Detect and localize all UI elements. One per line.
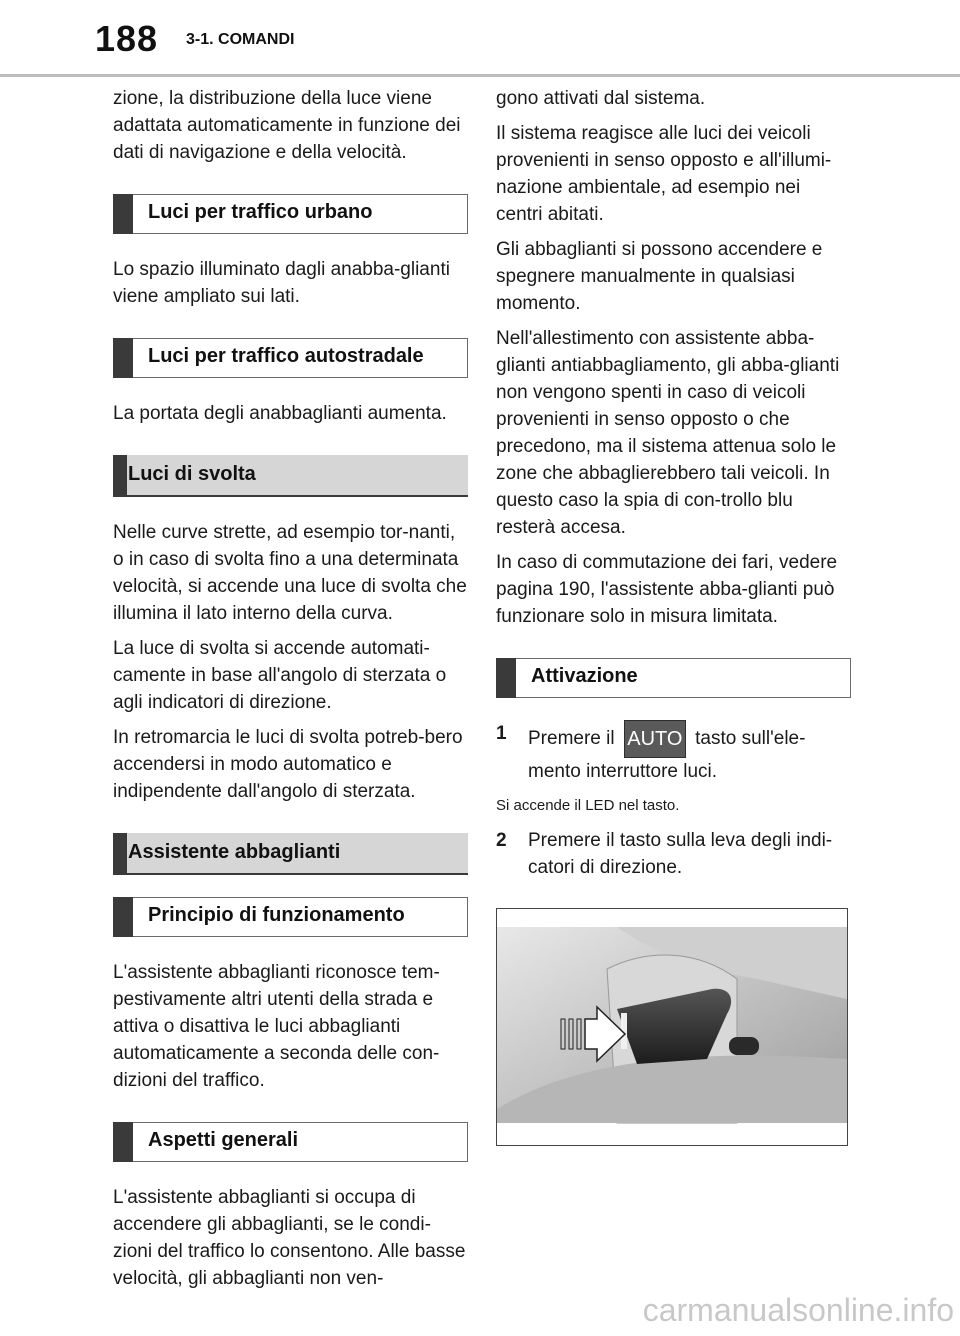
heading-text: Principio di funzionamento [148, 904, 405, 926]
paragraph: gono attivati dal sistema. [496, 88, 706, 109]
auto-button-icon: AUTO [624, 720, 686, 758]
paragraph: Nelle curve strette, ad esempio tor-nanti, o in caso di svolta fino a una determinata velocità, si accende una luce di svolta che illumina il lato interno della curva. [113, 522, 467, 624]
step-text: Premere il tasto sulla leva degli indi-catori di direzione. [528, 830, 833, 878]
header-divider [0, 74, 960, 77]
step-number: 2 [496, 830, 507, 851]
heading-bar [113, 897, 133, 937]
heading-text: Luci per traffico urbano [148, 201, 373, 223]
heading-bar [113, 194, 133, 234]
heading-luci-traffico-urbano [113, 194, 468, 234]
right-column [496, 85, 851, 885]
heading-text: Luci per traffico autostradale [148, 345, 424, 367]
heading-text: Aspetti generali [148, 1129, 299, 1151]
step-text-before: Premere il [528, 728, 615, 750]
paragraph: L'assistente abbaglianti si occupa di accendere gli abbaglianti, se le condi-zioni del traffico lo consentono. Alle basse velocità, gli abbaglianti non ven- [113, 1187, 466, 1289]
step-number: 1 [496, 723, 507, 744]
heading-attivazione [496, 658, 851, 698]
step-1 [496, 720, 851, 785]
paragraph: Il sistema reagisce alle luci dei veicoli provenienti in senso opposto e all'illumi-nazione ambientale, ad esempio nei centri abitati. [496, 123, 832, 225]
heading-principio-di-funzionamento [113, 897, 468, 937]
step-2 [496, 827, 851, 881]
paragraph: La portata degli anabbaglianti aumenta. [113, 403, 447, 424]
page-header [0, 0, 960, 78]
step-note: Si accende il LED nel tasto. [496, 797, 680, 814]
lever-tip [729, 1037, 759, 1055]
heading-text: Assistente abbaglianti [128, 841, 341, 863]
paragraph: Nell'allestimento con assistente abba-glianti antiabbagliamento, gli abba-glianti non vengono spenti in caso di veicoli provenienti in senso opposto o che precedono, ma il sistema attenua solo le zone che abbaglierebbero tali veicoli. In questo caso la spia di con-trollo blu resterà accesa. [496, 328, 840, 538]
left-column [113, 85, 468, 1300]
lever-illustration-svg [497, 909, 847, 1145]
paragraph: In retromarcia le luci di svolta potreb-bero accendersi in modo automatico e indipendente dall'angolo di sterzata. [113, 727, 463, 802]
paragraph: La luce di svolta si accende automati-camente in base all'angolo di sterzata o agli indicatori di direzione. [113, 638, 447, 713]
paragraph: In caso di commutazione dei fari, vedere pagina 190, l'assistente abba-glianti può funzionare solo in misura limitata. [496, 552, 838, 627]
heading-bar [496, 658, 516, 698]
heading-bar [113, 338, 133, 378]
heading-assistente-abbaglianti [113, 833, 468, 875]
turn-signal-lever-illustration [496, 908, 848, 1146]
paragraph: Gli abbaglianti si possono accendere e spegnere manualmente in qualsiasi momento. [496, 239, 823, 314]
heading-text: Attivazione [531, 665, 638, 687]
heading-aspetti-generali [113, 1122, 468, 1162]
heading-bar [113, 833, 127, 875]
heading-bar [113, 455, 127, 497]
paragraph: Lo spazio illuminato dagli anabba-glianti viene ampliato sui lati. [113, 259, 450, 307]
page-number: 188 [95, 18, 159, 59]
chapter-title: 3-1. COMANDI [186, 31, 295, 48]
paragraph: L'assistente abbaglianti riconosce tem-pestivamente altri utenti della strada e attiva o disattiva le luci abbaglianti automaticamente a seconda delle con-dizioni del traffico. [113, 962, 440, 1091]
intro-paragraph: zione, la distribuzione della luce viene adattata automaticamente in funzione dei dati di navigazione e della velocità. [113, 88, 461, 163]
step-text-after: tasto sull'ele-mento interruttore luci. [528, 728, 806, 782]
heading-luci-di-svolta [113, 455, 468, 497]
heading-text: Luci di svolta [128, 463, 256, 485]
heading-luci-traffico-autostradale [113, 338, 468, 378]
heading-bar [113, 1122, 133, 1162]
watermark: carmanualsonline.info [642, 1292, 954, 1328]
